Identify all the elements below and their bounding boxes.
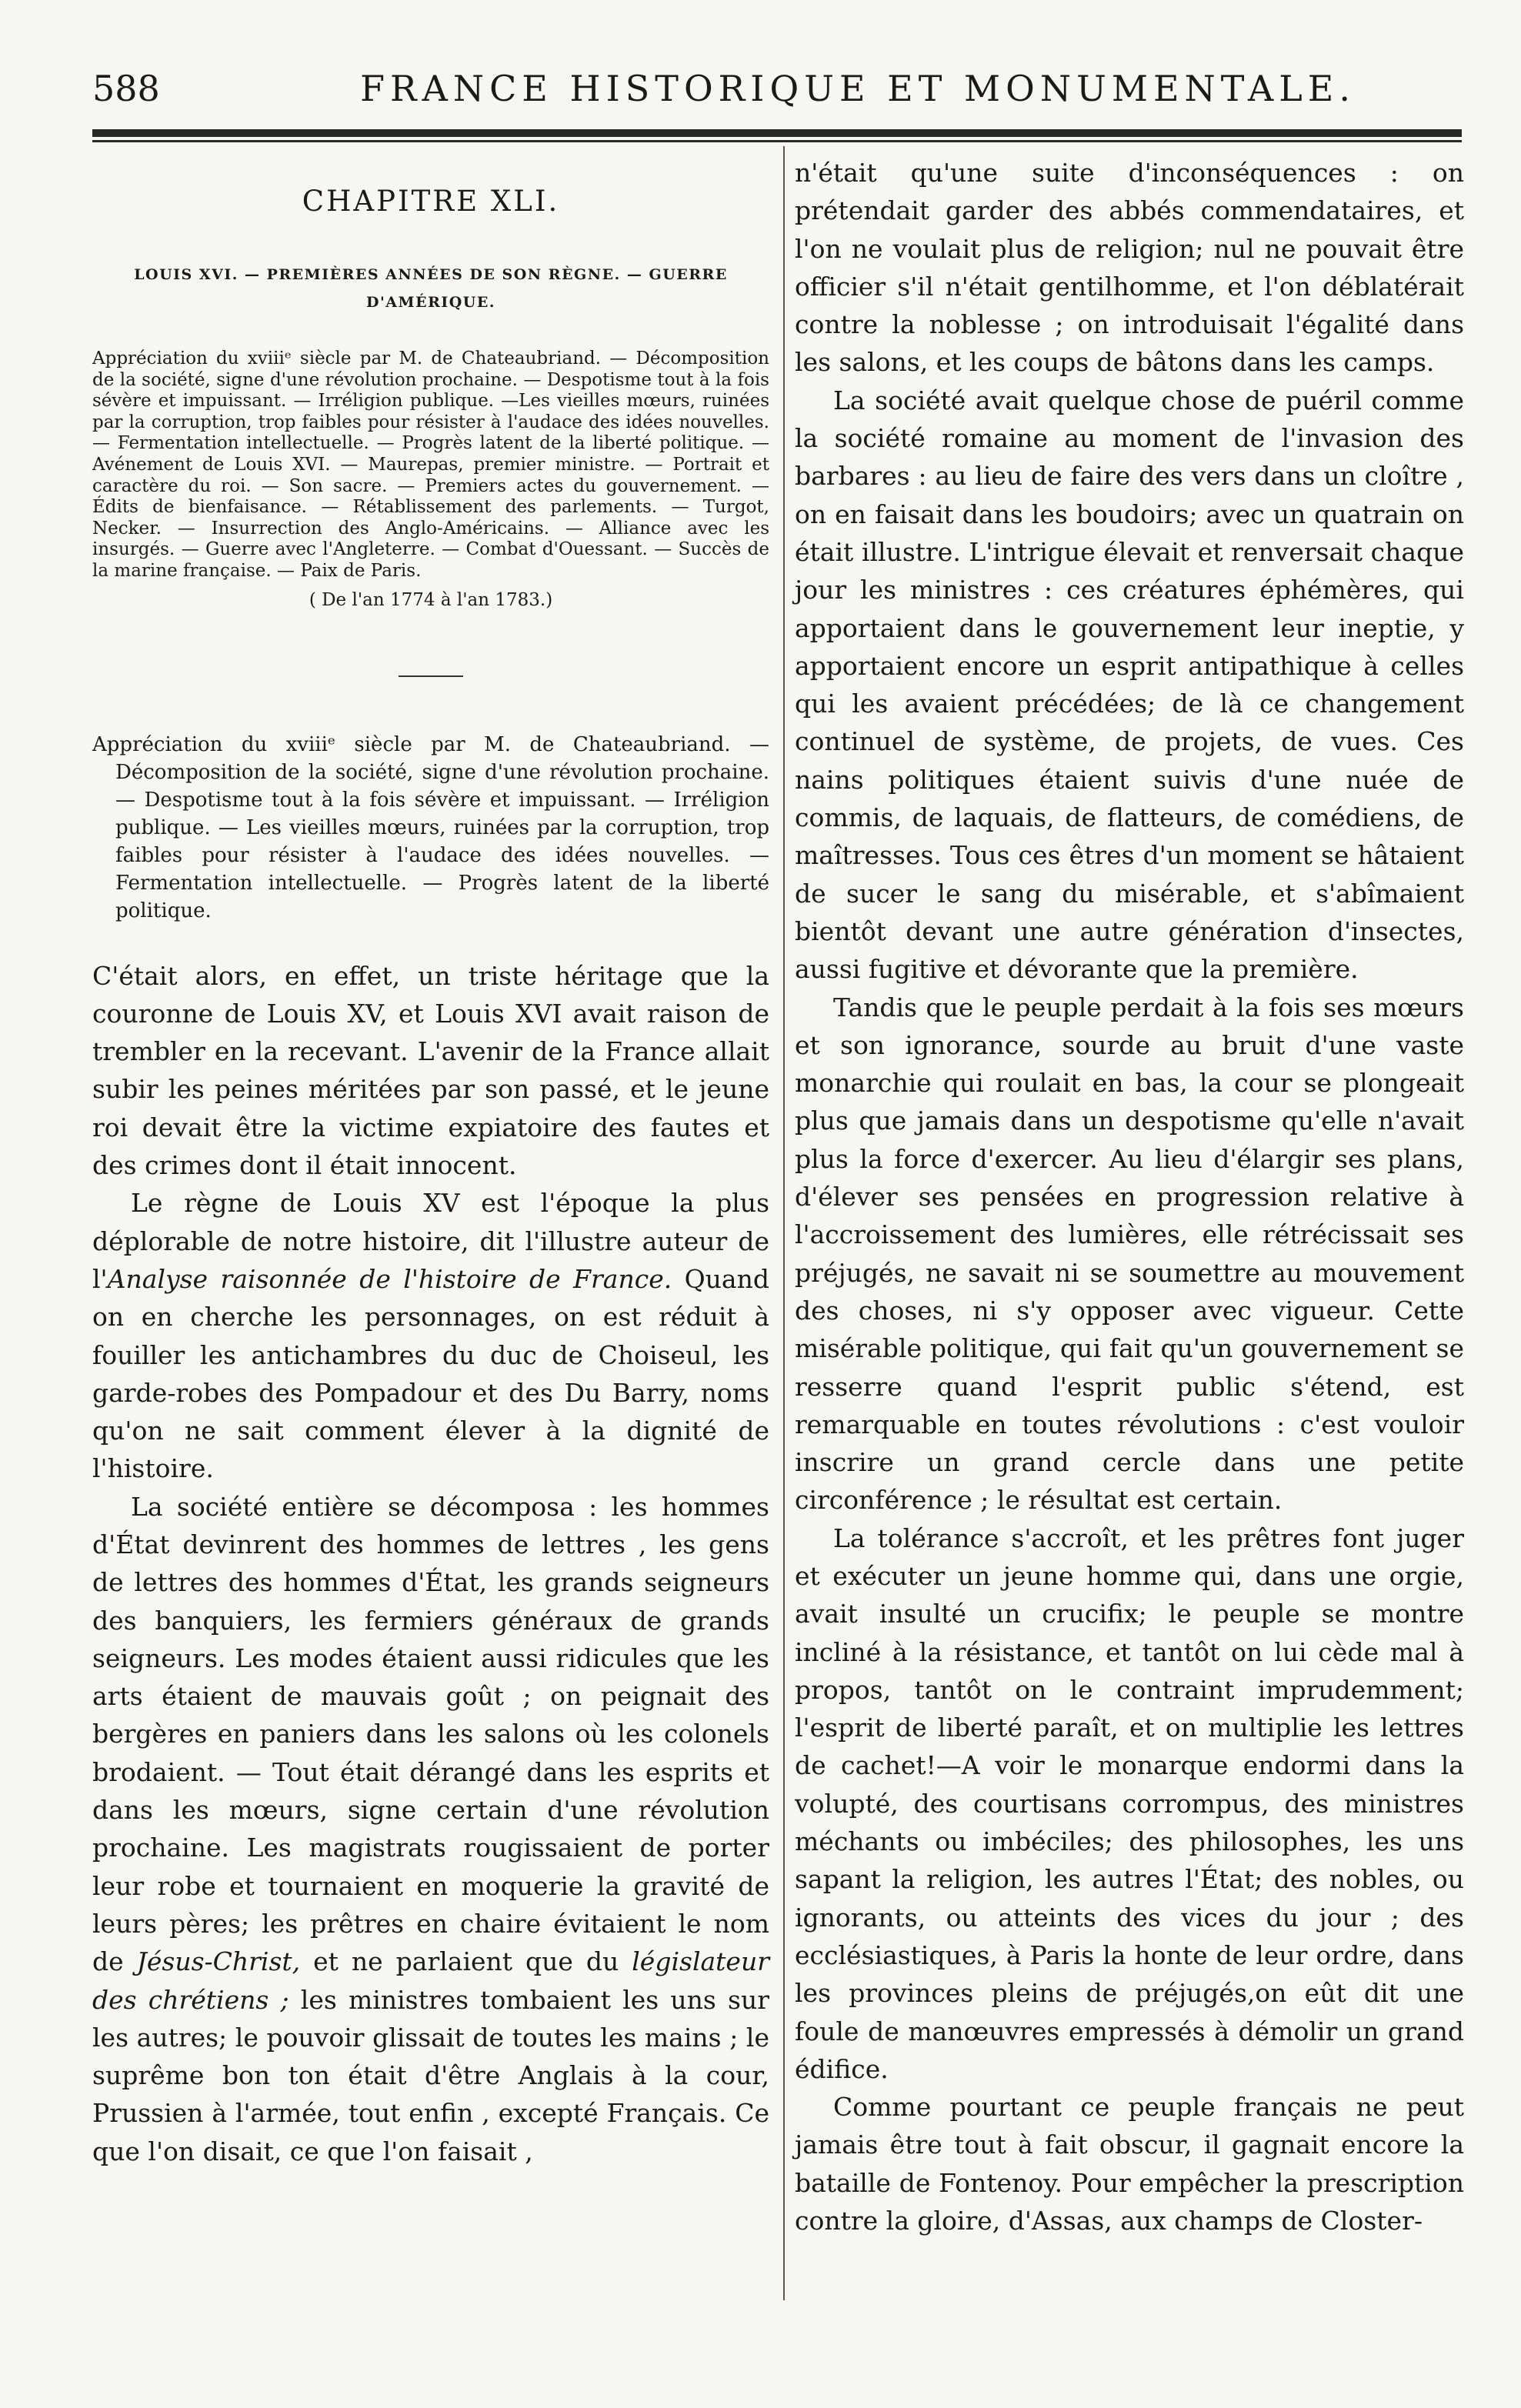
paragraph: C'était alors, en effet, un triste héritage que la couronne de Louis XV, et Louis XVI avait raison de trembler en la recevant. L'avenir de la France allait subir les peines méritées par son passé, et le jeune roi devait être la victime expiatoire des fautes et des crimes dont il était innocent. <box>92 960 769 1181</box>
italic-phrase: Jésus-Christ, <box>136 1946 301 1977</box>
page-number: 588 <box>92 68 160 109</box>
header-rule-thin <box>92 140 1462 142</box>
italic-phrase: législateur des chrétiens ; <box>92 1946 769 2015</box>
page-header <box>92 62 1462 115</box>
section-separator <box>399 675 463 677</box>
date-range: ( De l'an 1774 à l'an 1783.) <box>309 589 553 610</box>
chapter-title: CHAPITRE XLI. <box>302 185 560 218</box>
chapter-summary: Appréciation du xviiiᵉ siècle par M. de Chateaubriand. — Décomposition de la société, signe d'une révolution prochaine. — Despotisme tout à la fois sévère et impuissant. — Irréligion publique. —Les vieilles mœurs, ruinées par la corruption, trop faibles pour résister à l'audace des idées nouvelles. — Fermentation intellectuelle. — Progrès latent de la liberté politique. — Avénement de Louis XVI. — Maurepas, premier ministre. — Portrait et caractère du roi. — Son sacre. — Premiers actes du gouvernement. — Édits de bienfaisance. — Rétablissement des parlements. — Turgot, Necker. — Insurrection des Anglo-Américains. — Alliance avec les insurgés. — Guerre avec l'Angleterre. — Combat d'Ouessant. — Succès de la marine française. — Paix de Paris. <box>92 349 769 581</box>
left-column <box>92 154 769 2170</box>
chapter-subtitle: LOUIS XVI. — PREMIÈRES ANNÉES DE SON RÈGNE. — GUERRE D'AMÉRIQUE. <box>134 266 728 311</box>
paragraph: La tolérance s'accroît, et les prêtres font juger et exécuter un jeune homme qui, dans une orgie, avait insulté un crucifix; le peuple se montre incliné à la résistance, et tantôt on lui cède mal à propos, tantôt on le contraint imprudemment; l'esprit de liberté paraît, et on multiplie les lettres de cachet!—A voir le monarque endormi dans la volupté, des courtisans corrompus, des ministres méchants ou imbéciles; des philosophes, les uns sapant la religion, les autres l'État; des nobles, ou ignorants, ou atteints des vices du jour ; des ecclésiastiques, à Paris la honte de leur ordre, dans les provinces pleins de préjugés,on eût dit une foule de manœuvres empressés à démolir un grand édifice. <box>795 1523 1464 2084</box>
paragraph: La société entière se décomposa : les hommes d'État devinrent des hommes de lettres , les gens de lettres des hommes d'État, les grands seigneurs des banquiers, les fermiers généraux de grands seigneurs. Les modes étaient aussi ridicules que les arts étaient de mauvais goût ; on peignait des bergères en paniers dans les salons où les colonels brodaient. — Tout était dérangé dans les esprits et dans les mœurs, signe certain d'une révolution prochaine. Les magistrats rougissaient de porter leur robe et tournaient en moquerie la gravité de leurs pères; les prêtres en chaire évitaient le nom de Jésus-Christ, et ne parlaient que du législateur des chrétiens ; les ministres tombaient les uns sur les autres; le pouvoir glissait de toutes les mains ; le suprême bon ton était d'être Anglais à la cour, Prussien à l'armée, tout enfin , excepté Français. Ce que l'on disait, ce que l'on faisait , <box>92 1491 769 2166</box>
paragraph: Le règne de Louis XV est l'époque la plus déplorable de notre histoire, dit l'illustre auteur de l'Analyse raisonnée de l'histoire de France. Quand on en cherche les personnages, on est réduit à fouiller les antichambres du duc de Choiseul, les garde-robes des Pompadour et des Du Barry, noms qu'on ne sait comment élever à la dignité de l'histoire. <box>92 1188 769 1484</box>
paragraph: La société avait quelque chose de puéril comme la société romaine au moment de l'invasion des barbares : au lieu de faire des vers dans un cloître , on en faisait dans les boudoirs; avec un quatrain on était illustre. L'intrigue élevait et renversait chaque jour les ministres : ces créatures éphémères, qui apportaient dans le gouvernement leur ineptie, y apportaient encore un esprit antipathique à celles qui les avaient précédées; de là ce changement continuel de système, de projets, de vues. Ces nains politiques étaient suivis d'une nuée de commis, de laquais, de flatteurs, de comédiens, de maîtresses. Tous ces êtres d'un moment se hâtaient de sucer le sang du misérable, et s'abîmaient bientôt devant une autre génération d'insectes, aussi fugitive et dévorante que la première. <box>795 385 1464 985</box>
paragraph: Comme pourtant ce peuple français ne peut jamais être tout à fait obscur, il gagnait encore la bataille de Fontenoy. Pour empêcher la prescription contre la gloire, d'Assas, aux champs de Closter- <box>795 2092 1464 2236</box>
section-heading: Appréciation du xviiiᵉ siècle par M. de Chateaubriand. — Décomposition de la société, signe d'une révolution prochaine. — Despotisme tout à la fois sévère et impuissant. — Irréligion publique. — Les vieilles mœurs, ruinées par la corruption, trop faibles pour résister à l'audace des idées nouvelles. — Fermentation intellectuelle. — Progrès latent de la liberté politique. <box>92 732 769 922</box>
paragraph: n'était qu'une suite d'inconséquences : on prétendait garder des abbés commendataires, et l'on ne voulait plus de religion; nul ne pouvait être officier s'il n'était gentilhomme, et l'on déblatérait contre la noblesse ; on introduisait l'égalité dans les salons, et les coups de bâtons dans les camps. <box>795 158 1464 378</box>
running-title: FRANCE HISTORIQUE ET MONUMENTALE. <box>360 68 1356 109</box>
paragraph: Tandis que le peuple perdait à la fois ses mœurs et son ignorance, sourde au bruit d'une vaste monarchie qui roulait en bas, la cour se plongeait plus que jamais dans un despotisme qu'elle n'avait plus la force d'exercer. Au lieu d'élargir ses plans, d'élever ses pensées en progression relative à l'accroissement des lumières, elle rétrécissait ses préjugés, ne savait ni se soumettre au mouvement des choses, ni s'y opposer avec vigueur. Cette misérable politique, qui fait qu'un gouvernement se resserre quand l'esprit public s'étend, est remarquable en toutes révolutions : c'est vouloir inscrire un grand cercle dans une petite circonférence ; le résultat est certain. <box>795 992 1464 1516</box>
header-rule <box>92 129 1462 137</box>
right-column <box>795 154 1464 2240</box>
book-title: Analyse raisonnée de l'histoire de France. <box>107 1263 672 1294</box>
column-divider <box>783 146 785 2300</box>
